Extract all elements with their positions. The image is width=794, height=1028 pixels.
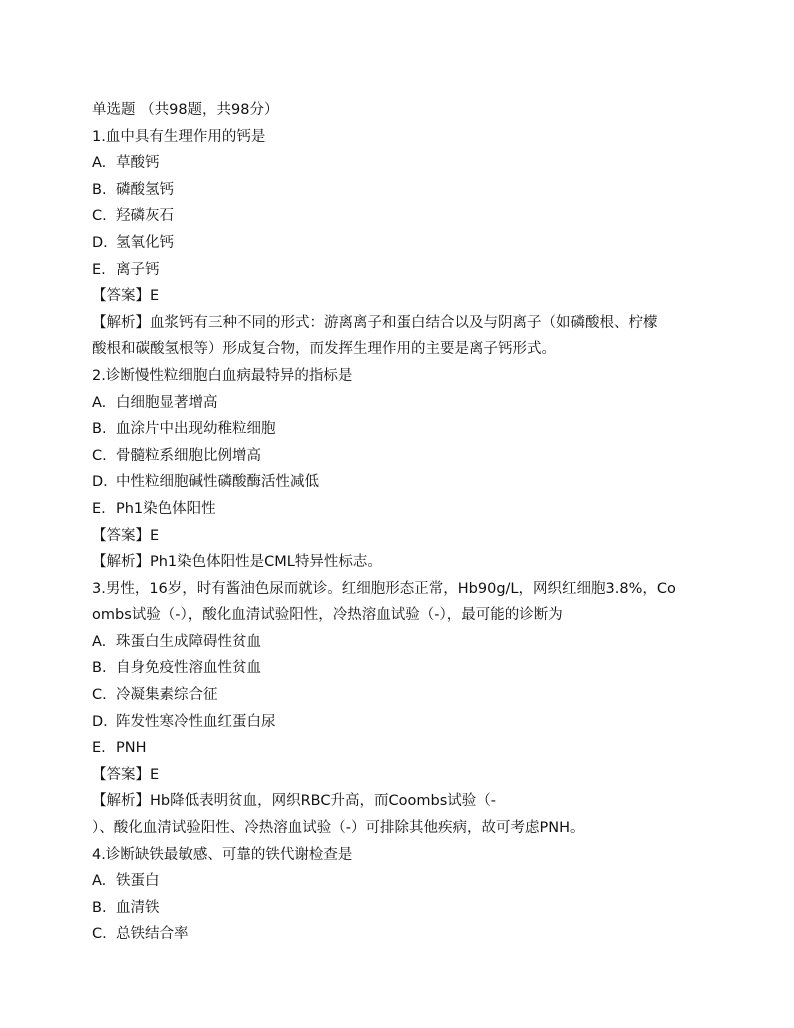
option-letter: C. xyxy=(92,208,107,225)
option-letter: B. xyxy=(92,899,107,916)
option-letter: D. xyxy=(92,234,108,251)
option-b xyxy=(92,898,712,918)
option-a xyxy=(92,871,712,891)
analysis-line xyxy=(92,791,712,811)
option-d xyxy=(92,472,712,492)
option-letter: B. xyxy=(92,421,107,438)
answer-value: E xyxy=(150,766,160,783)
option-c xyxy=(92,206,712,226)
option-letter: E. xyxy=(92,500,106,517)
option-text: 总铁结合率 xyxy=(116,926,189,943)
option-letter: E. xyxy=(92,740,106,757)
question-stem: 4.诊断缺铁最敏感、可靠的铁代谢检查是 xyxy=(92,846,353,863)
option-letter: B. xyxy=(92,181,107,198)
analysis-continuation: ）、酸化血清试验阳性、冷热溶血试验（-）可排除其他疾病，故可考虑PNH。 xyxy=(92,820,585,837)
option-d xyxy=(92,233,712,253)
answer-label: 【答案】 xyxy=(92,766,150,783)
option-b xyxy=(92,658,712,678)
option-text: 中性粒细胞碱性磷酸酶活性减低 xyxy=(116,474,319,491)
option-a xyxy=(92,393,712,413)
option-text: 自身免疫性溶血性贫血 xyxy=(116,660,261,677)
section-header: 单选题 （共98题，共98分） xyxy=(92,102,279,118)
option-letter: A. xyxy=(92,394,107,411)
analysis-text: Ph1染色体阳性是CML特异性标志。 xyxy=(150,554,382,571)
option-b xyxy=(92,419,712,439)
answer-line xyxy=(92,286,712,306)
option-c xyxy=(92,924,712,944)
option-a xyxy=(92,153,712,173)
option-text: 草酸钙 xyxy=(116,155,160,172)
option-b xyxy=(92,180,712,200)
option-letter: D. xyxy=(92,474,108,491)
analysis-label: 【解析】 xyxy=(92,793,150,810)
option-text: 磷酸氢钙 xyxy=(116,181,174,198)
option-e xyxy=(92,260,712,280)
question-list xyxy=(92,100,712,951)
option-e xyxy=(92,738,712,758)
question-stem: 2.诊断慢性粒细胞白血病最特异的指标是 xyxy=(92,367,353,384)
option-text: 离子钙 xyxy=(116,261,160,278)
analysis-continuation: 酸根和碳酸氢根等）形成复合物，而发挥生理作用的主要是离子钙形式。 xyxy=(92,341,556,358)
option-text: 白细胞显著增高 xyxy=(116,394,218,411)
option-c xyxy=(92,685,712,705)
option-text: 冷凝集素综合征 xyxy=(116,687,218,704)
analysis-label: 【解析】 xyxy=(92,554,150,571)
option-text: PNH xyxy=(116,740,147,757)
answer-label: 【答案】 xyxy=(92,527,150,544)
analysis-label: 【解析】 xyxy=(92,314,150,331)
option-a xyxy=(92,632,712,652)
answer-value: E xyxy=(150,288,160,305)
answer-label: 【答案】 xyxy=(92,288,150,305)
option-letter: B. xyxy=(92,660,107,677)
option-text: 羟磷灰石 xyxy=(116,208,174,225)
option-letter: A. xyxy=(92,873,107,890)
option-letter: C. xyxy=(92,687,107,704)
question-stem: 3.男性，16岁，时有酱油色尿而就诊。红细胞形态正常，Hb90g/L，网织红细胞3.8%，Co xyxy=(92,580,676,597)
option-letter: A. xyxy=(92,633,107,650)
analysis-text: 血浆钙有三种不同的形式：游离离子和蛋白结合以及与阴离子（如磷酸根、柠檬 xyxy=(150,314,658,331)
answer-value: E xyxy=(150,527,160,544)
option-letter: C. xyxy=(92,447,107,464)
analysis-text: Hb降低表明贫血，网织RBC升高，而Coombs试验（- xyxy=(150,793,496,810)
option-letter: A. xyxy=(92,155,107,172)
option-text: 血清铁 xyxy=(116,899,160,916)
option-c xyxy=(92,446,712,466)
analysis-line xyxy=(92,552,712,572)
option-text: 氢氧化钙 xyxy=(116,234,174,251)
question-stem: 1.血中具有生理作用的钙是 xyxy=(92,128,266,145)
option-d xyxy=(92,712,712,732)
question-stem-continuation: ombs试验（-），酸化血清试验阳性，冷热溶血试验（-），最可能的诊断为 xyxy=(92,607,563,624)
option-text: 铁蛋白 xyxy=(116,873,160,890)
answer-line xyxy=(92,765,712,785)
option-text: 血涂片中出现幼稚粒细胞 xyxy=(116,421,276,438)
option-text: 骨髓粒系细胞比例增高 xyxy=(116,447,261,464)
option-e xyxy=(92,499,712,519)
answer-line xyxy=(92,526,712,546)
option-letter: D. xyxy=(92,713,108,730)
option-text: 阵发性寒冷性血红蛋白尿 xyxy=(116,713,276,730)
option-letter: C. xyxy=(92,926,107,943)
option-text: 珠蛋白生成障碍性贫血 xyxy=(116,633,261,650)
analysis-line xyxy=(92,313,712,333)
option-letter: E. xyxy=(92,261,106,278)
option-text: Ph1染色体阳性 xyxy=(116,500,216,517)
